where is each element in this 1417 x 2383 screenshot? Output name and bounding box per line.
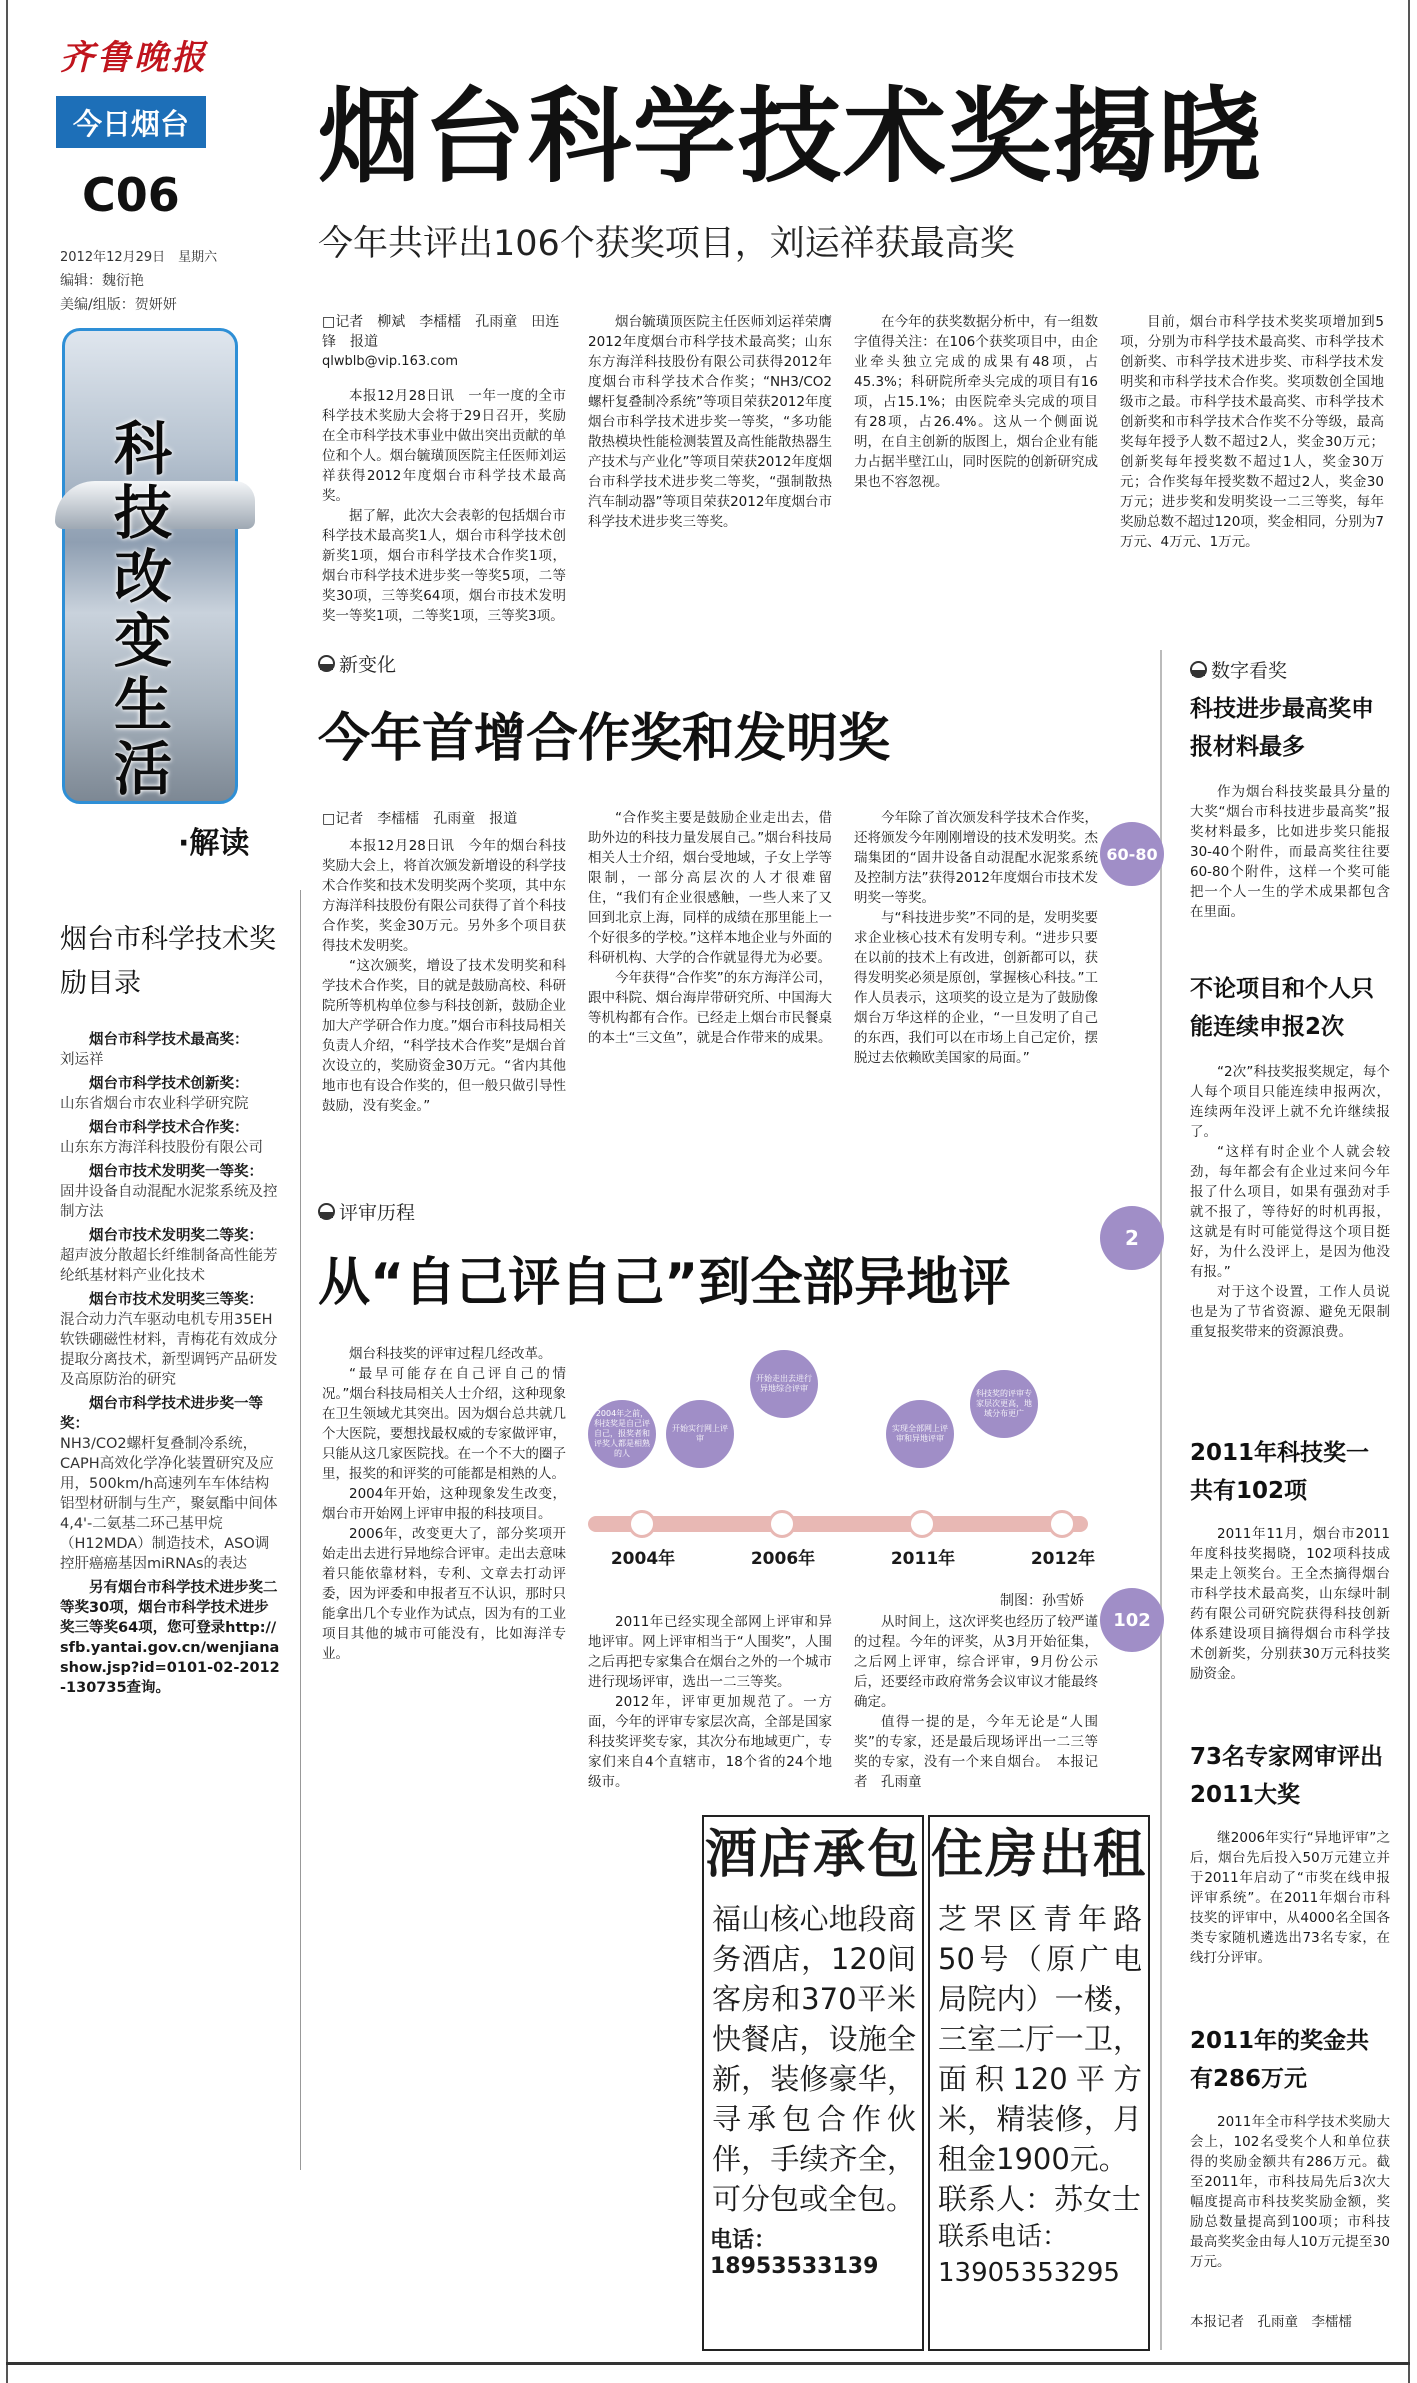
item-title: 烟台市科学技术进步奖一等奖：: [60, 1396, 263, 1432]
timeline-node: [768, 1510, 796, 1538]
stat-circle-60-80: 60-80: [1100, 822, 1164, 886]
feature-title: 科技改变生活: [113, 415, 172, 803]
timeline-graphic: [588, 1340, 1098, 1590]
item-title: 烟台市技术发明奖一等奖：: [89, 1164, 263, 1180]
timeline-bubble: 开始走出去进行异地综合评审: [750, 1350, 818, 1418]
timeline-year: 2011年: [890, 1549, 956, 1569]
right-heading: 科技进步最高奖申报材料最多: [1190, 696, 1374, 760]
item-title: 烟台市技术发明奖三等奖：: [89, 1292, 263, 1308]
timeline-track: [588, 1516, 1088, 1532]
timeline-bubble: 实现全部网上评审和异地评审: [886, 1400, 954, 1468]
right-text: [1190, 1828, 1390, 2008]
section3-headline: 从“自己评自己”到全部异地评: [318, 1253, 1011, 1313]
paragraph: 2011年全市科学技术奖励大会上，102名受奖个人和单位获得的奖励金额共有286万元。截至2011年，市科技局先后3次大幅度提高市科技奖奖励金额，奖励总数量提高到100项；市科技最高奖奖金由每人10万元提至30万元。: [1190, 2114, 1390, 2270]
list-item: [60, 1226, 282, 1286]
timeline-bubble: 开始实行网上评审: [666, 1400, 734, 1468]
designer-credit: 美编/组版：贺妍妍: [60, 297, 177, 313]
section3-col3: [854, 1612, 1098, 1818]
right-text: [1190, 2112, 1390, 2308]
item-title: 烟台市技术发明奖二等奖：: [89, 1228, 263, 1244]
page-right-border: [1408, 0, 1410, 2383]
ad-house: [928, 1815, 1150, 2351]
right-column: [1190, 690, 1390, 2332]
tag-label: 新变化: [339, 654, 397, 676]
list-item: [60, 1394, 282, 1574]
right-heading: 2011年科技奖一共有102项: [1190, 1440, 1370, 1504]
timeline-node: [1048, 1510, 1076, 1538]
paragraph: 烟台毓璜顶医院主任医师刘运祥荣膺2012年度烟台市科学技术最高奖；山东东方海洋科技股份有限公司获得2012年度烟台市科学技术合作奖；“NH3/CO2螺杆复叠制冷系统”等项目荣获2012年度烟台市科学技术进步奖一等奖，“多功能散热模块性能检测装置及高性能散热器生产技术与产业化”等项目荣获2012年度烟台市科学技术进步奖二等奖，“强制散热汽车制动器”等项目荣获2012年度烟台市科学技术进步奖三等奖。: [588, 314, 832, 530]
timeline-bubble: 科技奖的评审专家层次更高，地域分布更广: [970, 1370, 1038, 1438]
timeline-bubble: 2004年之前，科技奖是自己评自己，报奖者和评奖人都是相熟的人: [588, 1400, 656, 1468]
section2-byline: □记者 李檑檑 孔雨童 报道: [322, 811, 518, 827]
item-value: 山东东方海洋科技股份有限公司: [60, 1140, 263, 1156]
item-value: 刘运祥: [60, 1052, 104, 1068]
lead-byline: □记者 柳斌 李檑檑 孔雨童 田连锋 报道: [322, 314, 560, 350]
paragraph: “这次颁奖，增设了技术发明奖和科学技术合作奖，目的就是鼓励高校、科研院所等机构单位参与科技创新，鼓励企业加大产学研合作力度。”烟台市科技局相关负责人介绍，“科学技术合作奖”是烟台首次设立的，奖励资金30万元。“省内其他地市也有设合作奖的，但一般只做引导性鼓励，没有奖金。”: [322, 958, 566, 1114]
timeline-credit: 制图：孙雪娇: [1000, 1593, 1084, 1609]
page-left-border: [6, 0, 8, 2383]
paragraph: “最早可能存在自己评自己的情况。”烟台科技局相关人士介绍，这种现象在卫生领域尤其突出。因为烟台总共就几个大医院，要想找最权威的专家做评审，只能从这几家医院找。在一个不大的圈子里，报奖的和评奖的可能都是相熟的人。: [322, 1366, 566, 1482]
timeline-year: 2006年: [750, 1549, 816, 1569]
paragraph: “2次”科技奖报奖规定，每个人每个项目只能连续申报两次，连续两年没评上就不允许继续报了。: [1190, 1064, 1390, 1140]
section2-col3: [854, 808, 1098, 1166]
lead-article-col2: [588, 312, 832, 600]
timeline-year: 2012年: [1030, 1549, 1096, 1569]
sidebar-more-info: 另有烟台市科学技术进步奖二等奖30项，烟台市科学技术进步奖三等奖64项，您可登录http://sfb.yantai.gov.cn/wenjianashow.jsp?id=0101-02-2012-130735查询。: [60, 1580, 280, 1696]
ad-house-phone: 联系电话：13905353295: [938, 2222, 1120, 2288]
paragraph: 烟台科技奖的评审过程几经改革。: [349, 1346, 552, 1362]
paragraph: 今年除了首次颁发科学技术合作奖，还将颁发今年刚刚增设的技术发明奖。杰瑞集团的“固井设备自动混配水泥浆系统及控制方法”获得2012年度烟台市技术发明奖一等奖。: [854, 810, 1098, 906]
right-credit: 本报记者 孔雨童 李檑檑: [1190, 2314, 1352, 2330]
issue-date: 2012年12月29日 星期六: [60, 250, 218, 265]
section-tag-review: [318, 1198, 415, 1225]
paragraph: 与“科技进步奖”不同的是，发明奖要求企业核心技术有发明专利。“进步只要在以前的技术上有改进，创新都可以，获得发明奖必须是原创，掌握核心科技。”工作人员表示，这项奖的设立是为了鼓励像烟台万华这样的企业，“一旦发明了自己的东西，我们可以在市场上自己定价，摆脱过去依赖欧美国家的局面。”: [854, 910, 1098, 1066]
item-title: 烟台市科学技术合作奖：: [89, 1120, 249, 1136]
paragraph: 今年获得“合作奖”的东方海洋公司，跟中科院、烟台海岸带研究所、中国海大等机构都有合作。已经走上烟台市民餐桌的本土“三文鱼”，就是合作带来的成果。: [588, 970, 832, 1046]
ad-house-title: 住房出租: [930, 1825, 1147, 1885]
timeline-node: [628, 1510, 656, 1538]
list-item: [60, 1290, 282, 1390]
paragraph: 本报12月28日讯 一年一度的全市科学技术奖励大会将于29日召开，奖励在全市科学技术事业中做出突出贡献的单位和个人。烟台毓璜顶医院主任医师刘运祥获得2012年度烟台市科学技术最高奖。: [322, 388, 566, 504]
ad-hotel-phone: 电话：18953533139: [710, 2228, 879, 2279]
sidebar-list-title: 烟台市科学技术奖励目录: [60, 924, 276, 999]
lead-article-col4: [1120, 312, 1384, 600]
half-circle-icon: [318, 655, 335, 672]
item-value: 山东省烟台市农业科学研究院: [60, 1096, 249, 1112]
paragraph: 2011年11月，烟台市2011年度科技奖揭晓，102项科技成果走上领奖台。王全杰摘得烟台市科学技术最高奖，山东绿叶制药有限公司研究院获得科技创新体系建设项目摘得烟台市科学技术创新奖，分别获30万元科技奖励资金。: [1190, 1526, 1390, 1682]
main-subheadline: 今年共评出106个获奖项目，刘运祥获最高奖: [318, 224, 1015, 264]
page-number: C06: [82, 168, 180, 222]
stat-circle-102: 102: [1100, 1588, 1164, 1652]
half-circle-icon: [1190, 661, 1207, 678]
item-value: 超声波分散超长纤维制备高性能芳纶纸基材料产业化技术: [60, 1248, 278, 1284]
paragraph: 继2006年实行“异地评审”之后，烟台先后投入50万元建立并于2011年启动了“市奖在线申报评审系统”。在2011年烟台市科技奖的评审中，从4000名全国各类专家随机遴选出73名专家，在线打分评审。: [1190, 1830, 1390, 1966]
paragraph: 目前，烟台市科学技术奖奖项增加到5项，分别为市科学技术最高奖、市科学技术创新奖、市科学技术进步奖、市科学技术发明奖和市科学技术合作奖。奖项数创全国地级市之最。市科学技术最高奖、市科学技术创新奖和市科学技术合作奖不分等级，最高奖每年授予人数不超过2人，奖金30万元；创新奖每年授奖数不超过1人，奖金30万元；合作奖每年授奖数不超过2人，奖金30万元；进步奖和发明奖设一二三等奖，每年奖励总数不超过120项，奖金相同，分别为7万元、4万元、1万元。: [1120, 314, 1384, 550]
lead-email: qlwblb@vip.163.com: [322, 354, 459, 369]
section2-col2: [588, 808, 832, 1166]
paragraph: 本报12月28日讯 今年的烟台科技奖励大会上，将首次颁发新增设的科学技术合作奖和技术发明奖两个奖项，其中东方海洋科技股份有限公司获得了首个科技合作奖，奖金30万元。另外多个项目获得技术发明奖。: [322, 838, 566, 954]
paragraph: 从时间上，这次评奖也经历了较严谨的过程。今年的评奖，从3月开始征集，之后网上评审，综合评审，9月份公示后，还要经市政府常务会议审议才能最终确定。: [854, 1614, 1098, 1710]
feature-photo-frame: [62, 328, 238, 804]
paragraph: 值得一提的是，今年无论是“人围奖”的专家，还是最后现场评出一二三等奖的专家，没有一个来自烟台。 本报记者 孔雨童: [854, 1714, 1098, 1790]
list-item: [60, 1118, 282, 1158]
list-item: [60, 1030, 282, 1070]
item-value: 固井设备自动混配水泥浆系统及控制方法: [60, 1184, 278, 1220]
main-headline: 烟台科学技术奖揭晓: [318, 77, 1263, 197]
item-title: 烟台市科学技术创新奖：: [89, 1076, 249, 1092]
ad-hotel-body: 福山核心地段商务酒店，120间客房和370平米快餐店，设施全新，装修豪华，寻承包合作伙伴，手续齐全，可分包或全包。: [712, 1902, 916, 2216]
right-text: [1190, 1524, 1390, 1724]
right-heading: 不论项目和个人只能连续申报2次: [1190, 976, 1374, 1040]
lead-article-col3: [854, 312, 1098, 600]
editor-credit: 编辑：魏衍艳: [60, 273, 144, 289]
sidebar-divider: [300, 890, 301, 2170]
section2-col1: [322, 836, 566, 1166]
paragraph: 2004年开始，这种现象发生改变，烟台市开始网上评审申报的科技项目。: [322, 1486, 566, 1522]
list-item: [60, 1074, 282, 1114]
half-circle-icon: [318, 1203, 335, 1220]
section-label: 今日烟台: [56, 96, 206, 148]
timeline-year: 2004年: [610, 1549, 676, 1569]
tag-label: 评审历程: [339, 1202, 416, 1224]
paragraph: 据了解，此次大会表彰的包括烟台市科学技术最高奖1人，烟台市科学技术创新奖1项，烟台市科学技术合作奖1项，烟台市科学技术进步奖一等奖5项，二等奖30项，三等奖64项，烟台市技术发明奖一等奖1项，二等奖1项，三等奖3项。: [322, 508, 566, 624]
paragraph: 2006年，改变更大了，部分奖项开始走出去进行异地综合评审。走出去意味着只能依靠材料，专利、文章去打动评委，因为评委和申报者互不认识，那时只能拿出几个专业作为试点，因为有的工业项目其他的城市可能没有，比如海洋专业。: [322, 1526, 566, 1662]
item-value: NH3/CO2螺杆复叠制冷系统，CAPH高效化学净化装置研究及应用，500km/h高速列车车体结构铝型材研制与生产，聚氨酯中间体4,4'-二氨基二环己基甲烷（H12MDA）制造技术，ASO调控肝癌癌基因miRNAs的表达: [60, 1436, 278, 1572]
right-text: [1190, 1062, 1390, 1420]
paragraph: 在今年的获奖数据分析中，有一组数字值得关注：在106个获奖项目中，由企业牵头独立完成的成果有48项，占45.3%；科研院所牵头完成的项目有16项，占15.1%；由医院牵头完成的项目有28项，占26.4%。这从一个侧面说明，在自主创新的版图上，烟台企业有能力占据半壁江山，同时医院的创新研究成果也不容忽视。: [854, 314, 1098, 490]
section2-headline: 今年首增合作奖和发明奖: [318, 709, 891, 769]
ad-house-contact: 联系人：苏女士: [938, 2182, 1142, 2216]
item-title: 烟台市科学技术最高奖：: [89, 1032, 249, 1048]
paragraph: 对于这个设置，工作人员说也是为了节省资源、避免无限制重复报奖带来的资源浪费。: [1190, 1284, 1390, 1340]
section3-col2: [588, 1612, 832, 1818]
item-value: 混合动力汽车驱动电机专用35EH软铁硼磁性材料，青梅花有效成分提取分离技术，新型调钙产品研发及高原防治的研究: [60, 1312, 278, 1388]
ad-hotel: [702, 1815, 924, 2351]
paragraph: 2011年已经实现全部网上评审和异地评审。网上评审相当于“人围奖”，人围之后再把专家集合在烟台之外的一个城市进行现场评审，选出一二三等奖。: [588, 1614, 832, 1690]
ad-hotel-title: 酒店承包: [704, 1825, 921, 1885]
paragraph: “这样有时企业个人就会较劲，每年都会有企业过来问今年报了什么项目，如果有强劲对手就不报了，等待好的时机再报，这就是有时可能觉得这个项目挺好，为什么没评上，是因为他没有报。”: [1190, 1144, 1390, 1280]
right-heading: 73名专家网审评出2011大奖: [1190, 1744, 1384, 1808]
feature-subtitle: ·解读: [178, 826, 250, 861]
stat-circle-2: 2: [1100, 1206, 1164, 1270]
tag-label: 数字看奖: [1211, 660, 1288, 682]
section-tag-new-change: [318, 650, 396, 677]
list-item: [60, 1162, 282, 1222]
right-divider: [1160, 650, 1162, 2350]
newspaper-logo: 齐鲁晚报: [60, 38, 208, 78]
paragraph: “合作奖主要是鼓励企业走出去，借助外边的科技力量发展自己。”烟台科技局相关人士介绍，烟台受地域，子女上学等限制，一部分高层次的人才很难留住，“我们有企业很感触，一些人来了又回到北京上海，同样的成绩在那里能上一个好很多的学校。”这样本地企业与外面的科研机构、大学的合作就显得尤为必要。: [588, 810, 832, 966]
ad-house-body: 芝罘区青年路50号（原广电局院内）一楼，三室二厅一卫，面积120平方米，精装修，月租金1900元。: [938, 1902, 1142, 2176]
section3-col1: [322, 1344, 566, 1814]
bottom-rule: [6, 2362, 1410, 2365]
lead-article-col1: [322, 386, 566, 624]
section-tag-numbers: [1190, 656, 1287, 683]
timeline-node: [908, 1510, 936, 1538]
paragraph: 作为烟台科技奖最具分量的大奖“烟台市科技进步最高奖”报奖材料最多，比如进步奖只能报30-40个附件，而最高奖往往要60-80个附件，这样一个奖可能把一个人一生的学术成果都包含在里面。: [1190, 784, 1390, 920]
right-text: [1190, 782, 1390, 940]
paragraph: 2012年，评审更加规范了。一方面，今年的评审专家层次高，全部是国家科技奖评奖专家，其次分布地域更广，专家们来自4个直辖市，18个省的24个地级市。: [588, 1694, 832, 1790]
sidebar-award-list: [60, 1030, 282, 1698]
right-heading: 2011年的奖金共有286万元: [1190, 2028, 1370, 2092]
